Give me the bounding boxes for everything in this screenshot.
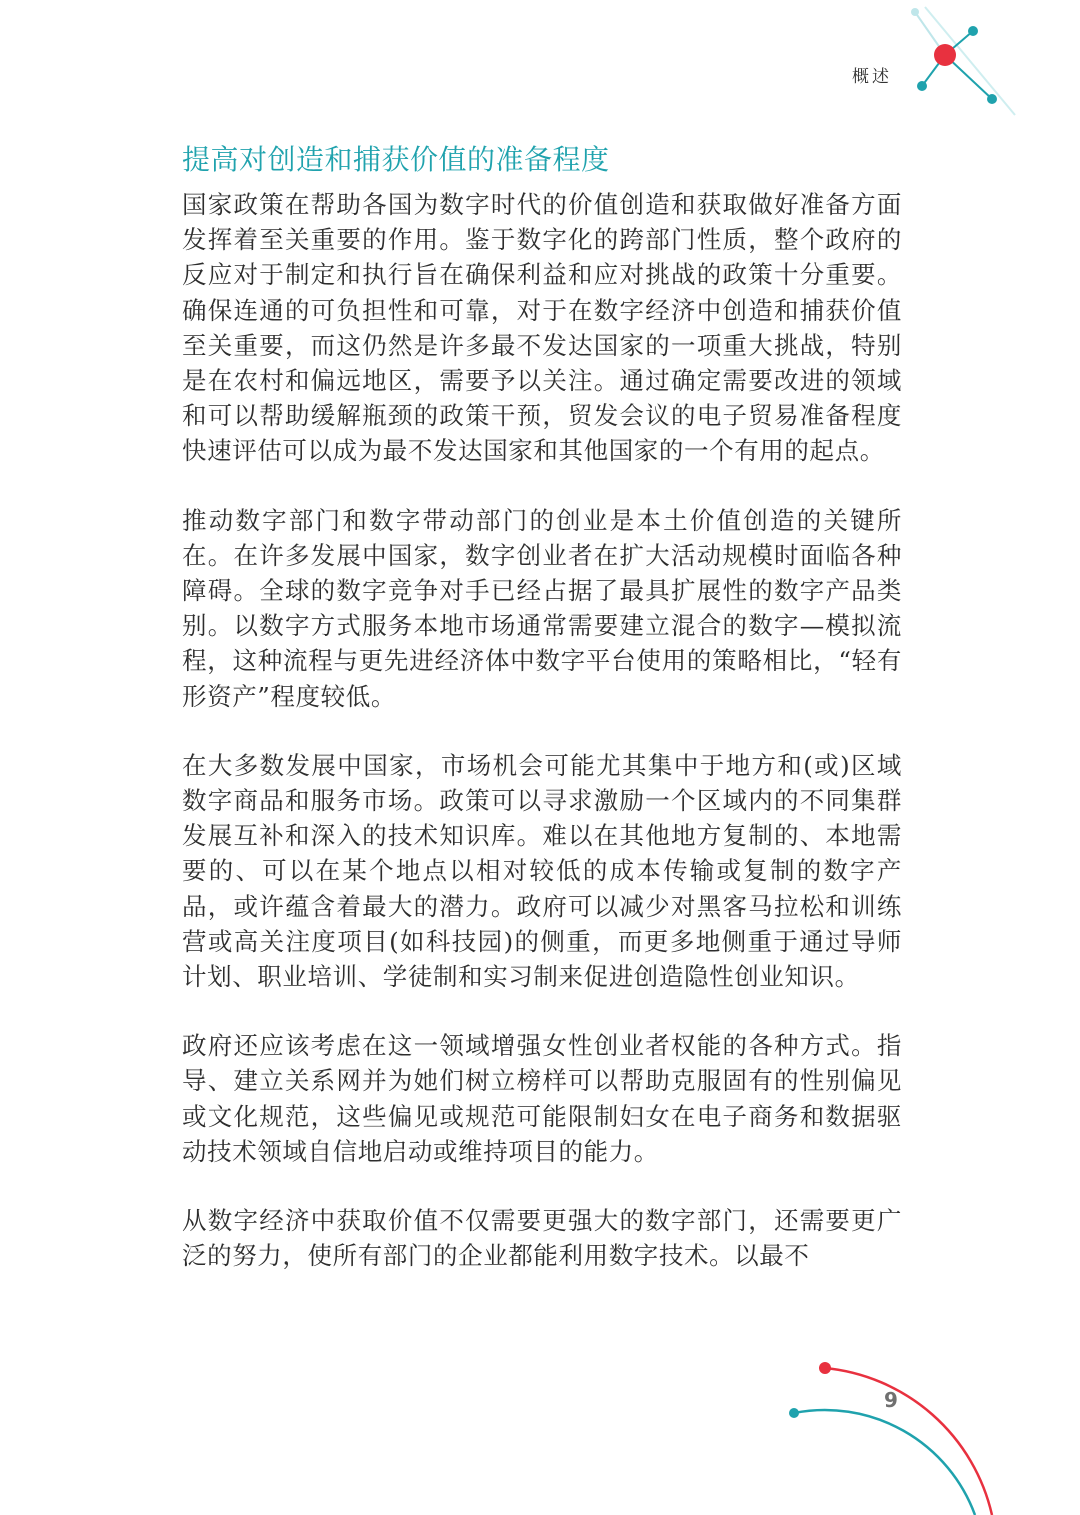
network-node-icon (911, 7, 1015, 115)
paragraph: 从数字经济中获取价值不仅需要更强大的数字部门，还需要更广泛的努力，使所有部门的企业都能利用数字技术。以最不 (182, 1206, 902, 1271)
paragraph: 在大多数发展中国家，市场机会可能尤其集中于地方和(或)区域数字商品和服务市场。政策可以寻求激励一个区域内的不同集群发展互补和深入的技术知识库。难以在其他地方复制的、本地需要的、可以在某个地点以相对较低的成本传输或复制的数字产品，或许蕴含着最大的潜力。政府可以减少对黑客马拉松和训练营或高关注度项目(如科技园)的侧重，而更多地侧重于通过导师计划、职业培训、学徒制和实习制来促进创造隐性创业知识。 (182, 750, 902, 992)
paragraph: 国家政策在帮助各国为数字时代的价值创造和获取做好准备方面发挥着至关重要的作用。鉴于数字化的跨部门性质，整个政府的反应对于制定和执行旨在确保利益和应对挑战的政策十分重要。确保连通的可负担性和可靠，对于在数字经济中创造和捕获价值至关重要，而这仍然是许多最不发达国家的一项重大挑战，特别是在农村和偏远地区，需要予以关注。通过确定需要改进的领域和可以帮助缓解瓶颈的政策干预，贸发会议的电子贸易准备程度快速评估可以成为最不发达国家和其他国家的一个有用的起点。 (182, 190, 902, 466)
section-label: 概述 (852, 67, 892, 87)
body-text (182, 187, 902, 1307)
paragraph: 推动数字部门和数字带动部门的创业是本土价值创造的关键所在。在许多发展中国家，数字创业者在扩大活动规模时面临各种障碍。全球的数字竞争对手已经占据了最具扩展性的数字产品类别。以数字方式服务本地市场通常需要建立混合的数字—模拟流程，这种流程与更先进经济体中数字平台使用的策略相比，“轻有形资产”程度较低。 (182, 505, 902, 711)
page-number: 9 (884, 1388, 898, 1412)
page-title: 提高对创造和捕获价值的准备程度 (182, 143, 610, 176)
paragraph: 政府还应该考虑在这一领域增强女性创业者权能的各种方式。指导、建立关系网并为她们树立榜样可以帮助克服固有的性别偏见或文化规范，这些偏见或规范可能限制妇女在电子商务和数据驱动技术领域自信地启动或维持项目的能力。 (182, 1031, 902, 1166)
footer-arc-graphic (789, 1362, 992, 1515)
